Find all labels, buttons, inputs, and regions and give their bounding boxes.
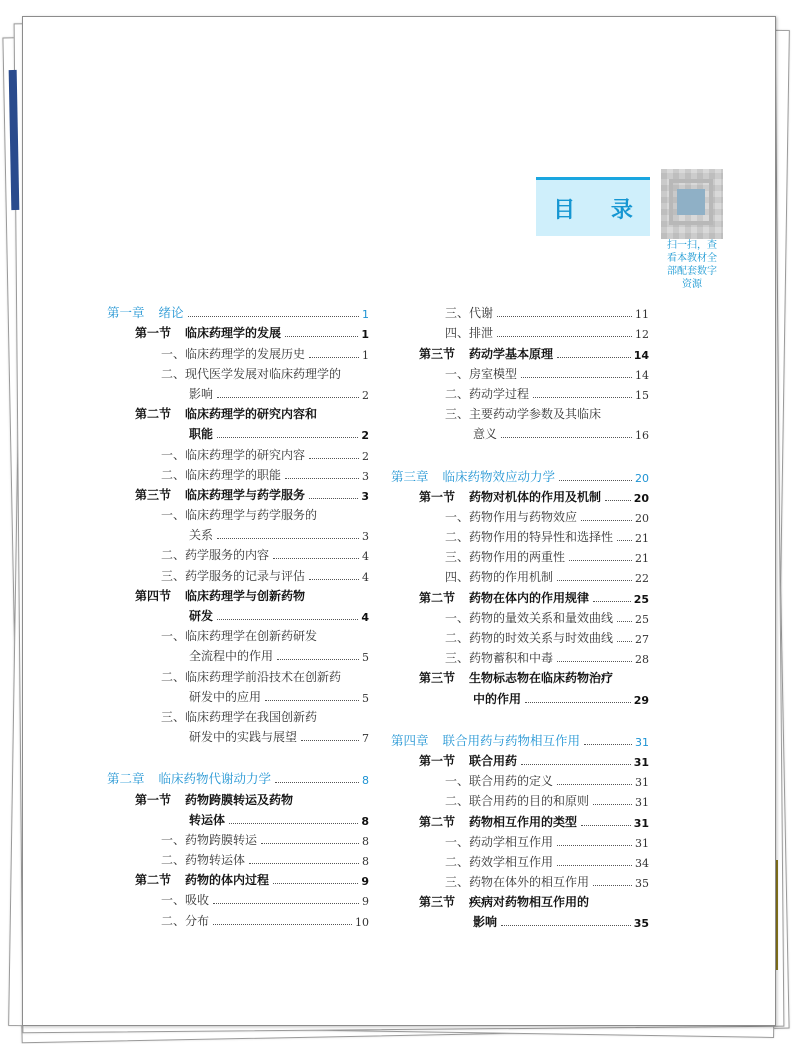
leader-dots [275, 782, 359, 783]
toc-label: 第二节 [419, 814, 456, 829]
toc-page [22, 16, 776, 1026]
toc-subsection[interactable] [107, 888, 369, 908]
leader-dots [265, 700, 359, 701]
toc-title-box [536, 177, 650, 236]
toc-subsection[interactable] [391, 301, 649, 321]
leader-dots [501, 925, 631, 926]
toc-chapter[interactable] [391, 729, 649, 749]
toc-text: 三、药物在体外的相互作用 [445, 875, 590, 890]
toc-text: 四、排泄 [445, 326, 494, 341]
toc-label: 第一节 [135, 326, 172, 341]
toc-text: 三、药学服务的记录与评估 [161, 568, 306, 583]
toc-text: 二、联合用药的目的和原则 [445, 794, 590, 809]
toc-label: 第三节 [419, 671, 456, 686]
toc-text: 二、临床药理学的职能 [161, 467, 282, 482]
page-number: 2 [362, 449, 369, 463]
toc-label: 第一节 [419, 489, 456, 504]
leader-dots [617, 621, 632, 622]
toc-section[interactable] [391, 809, 649, 829]
toc-section[interactable] [391, 585, 649, 605]
toc-text: 临床药理学与药学服务 [185, 487, 306, 502]
toc-text: 二、药物转运体 [161, 853, 246, 868]
toc-text: 三、药物作用的两重性 [445, 550, 566, 565]
page-number: 31 [635, 836, 649, 850]
toc-text: 联合用药与药物相互作用 [442, 732, 581, 748]
toc-text: 三、药物蓄积和中毒 [445, 651, 554, 666]
toc-text: 药物在体内的作用规律 [469, 590, 590, 605]
toc-section[interactable] [107, 483, 369, 503]
toc-subsection[interactable] [107, 463, 369, 483]
leader-dots [301, 740, 359, 741]
toc-subsection[interactable] [107, 362, 369, 382]
toc-label: 第三章 [391, 468, 429, 484]
toc-subsection[interactable] [391, 626, 649, 646]
toc-subsection[interactable] [107, 503, 369, 523]
toc-subsection[interactable] [107, 908, 369, 928]
page-number: 11 [635, 308, 649, 322]
page-number: 3 [362, 469, 369, 483]
leader-dots [521, 764, 631, 765]
toc-subsection[interactable] [391, 646, 649, 666]
toc-text: 一、药物作用与药物效应 [445, 509, 578, 524]
toc-text: 一、联合用药的定义 [445, 774, 554, 789]
page-number: 21 [635, 552, 649, 566]
leader-dots [557, 661, 632, 662]
page-number: 34 [635, 856, 649, 870]
toc-section[interactable] [391, 890, 649, 910]
toc-text: 影响 [189, 386, 214, 401]
toc-text: 疾病对药物相互作用的 [469, 895, 590, 910]
leader-dots [533, 397, 632, 398]
toc-text: 三、临床药理学在我国创新药 [161, 709, 318, 724]
leader-dots [285, 478, 359, 479]
toc-section-continuation[interactable] [391, 686, 649, 706]
leader-dots [584, 744, 632, 745]
toc-text: 关系 [189, 528, 214, 543]
page-number: 1 [362, 348, 369, 362]
page-number: 28 [635, 653, 649, 667]
toc-text: 一、药动学相互作用 [445, 834, 554, 849]
leader-dots [525, 702, 631, 703]
toc-subsection[interactable] [391, 525, 649, 545]
leader-dots [217, 538, 359, 539]
leader-dots [557, 784, 632, 785]
toc-label: 第一章 [107, 305, 145, 321]
page-number: 12 [635, 328, 649, 342]
toc-label: 第一节 [419, 753, 456, 768]
page-number: 14 [633, 348, 649, 362]
leader-dots [217, 397, 359, 398]
toc-text: 临床药理学的研究内容和 [185, 407, 318, 422]
toc-subsection[interactable] [107, 848, 369, 868]
toc-left-column [107, 301, 369, 929]
toc-section[interactable] [107, 402, 369, 422]
toc-subsection-continuation[interactable] [107, 382, 369, 402]
toc-subsection[interactable] [391, 565, 649, 585]
page-number: 1 [362, 308, 369, 322]
toc-spacer [107, 745, 369, 767]
page-number: 2 [361, 429, 369, 443]
leader-dots [249, 863, 359, 864]
leader-dots [273, 558, 359, 559]
toc-text: 一、药物的量效关系和量效曲线 [445, 610, 614, 625]
leader-dots [217, 619, 358, 620]
page-number: 8 [361, 814, 369, 828]
toc-text: 药物相互作用的类型 [469, 814, 578, 829]
toc-label: 第三节 [419, 895, 456, 910]
page-number: 31 [635, 776, 649, 790]
toc-text: 转运体 [189, 812, 226, 827]
leader-dots [521, 377, 632, 378]
toc-text: 中的作用 [473, 691, 522, 706]
page-number: 3 [361, 489, 369, 503]
leader-dots [497, 336, 632, 337]
toc-subsection[interactable] [107, 828, 369, 848]
toc-subsection[interactable] [107, 705, 369, 725]
page-number: 20 [635, 511, 649, 525]
toc-text: 药物对机体的作用及机制 [469, 489, 602, 504]
toc-text: 影响 [473, 915, 498, 930]
toc-text: 研发 [189, 609, 214, 623]
toc-text: 药物的体内过程 [185, 873, 270, 888]
page-number: 9 [361, 875, 369, 889]
leader-dots [569, 560, 632, 561]
toc-text: 一、药物跨膜转运 [161, 832, 258, 847]
page-number: 22 [635, 572, 649, 586]
toc-text: 三、主要药动学参数及其临床 [445, 407, 602, 422]
toc-subsection[interactable] [391, 505, 649, 525]
toc-section[interactable] [391, 749, 649, 769]
page-number: 27 [635, 633, 649, 646]
leader-dots [309, 357, 359, 358]
toc-text: 研发中的实践与展望 [189, 730, 298, 745]
toc-subsection[interactable] [391, 545, 649, 565]
page-number: 4 [361, 611, 369, 624]
leader-dots [217, 437, 358, 438]
toc-text: 药物跨膜转运及药物 [185, 792, 294, 807]
leader-dots [605, 500, 631, 501]
page-number: 15 [635, 388, 649, 402]
page-number: 9 [362, 895, 369, 909]
page-number: 31 [635, 735, 649, 749]
leader-dots [593, 804, 632, 805]
page-number: 25 [635, 612, 649, 626]
toc-section[interactable] [391, 666, 649, 686]
page-number: 16 [635, 429, 649, 443]
toc-label: 第三节 [419, 346, 456, 361]
toc-subsection[interactable] [107, 624, 369, 644]
page-number: 14 [635, 368, 649, 382]
page-number: 31 [633, 816, 649, 830]
page-number: 20 [633, 491, 649, 505]
toc-section-continuation[interactable] [107, 422, 369, 442]
page-number: 35 [635, 877, 649, 891]
toc-text: 药动学基本原理 [469, 346, 554, 361]
toc-subsection[interactable] [107, 664, 369, 684]
page-number: 35 [633, 917, 649, 931]
toc-chapter[interactable] [107, 767, 369, 787]
toc-text: 四、药物的作用机制 [445, 570, 554, 585]
toc-section[interactable] [107, 584, 369, 604]
qr-caption: 扫一扫，查 看本教材全 部配套数字 资源 [667, 240, 717, 290]
leader-dots [501, 437, 632, 438]
toc-label: 第二章 [107, 771, 145, 787]
toc-subsection[interactable] [107, 563, 369, 583]
page-number: 25 [633, 592, 649, 606]
toc-text: 一、吸收 [161, 893, 210, 908]
toc-section[interactable] [391, 341, 649, 361]
leader-dots [309, 498, 358, 499]
leader-dots [277, 659, 359, 660]
toc-label: 第二节 [135, 873, 172, 888]
toc-text: 一、临床药理学的研究内容 [161, 447, 306, 462]
qr-code-icon[interactable] [661, 169, 723, 239]
toc-subsection[interactable] [107, 442, 369, 462]
toc-subsection[interactable] [391, 830, 649, 850]
page-number: 31 [633, 755, 649, 769]
page-number: 8 [362, 834, 369, 848]
leader-dots [309, 579, 359, 580]
leader-dots [273, 883, 358, 884]
page-number: 4 [362, 550, 369, 564]
page-number: 4 [362, 570, 369, 584]
toc-text: 一、临床药理学的发展历史 [161, 346, 306, 361]
toc-subsection-continuation[interactable] [107, 685, 369, 705]
toc-text: 三、代谢 [445, 306, 494, 321]
toc-right-column [391, 301, 649, 930]
leader-dots [557, 357, 631, 358]
toc-text: 临床药物效应动力学 [442, 468, 556, 484]
toc-text: 二、药动学过程 [445, 386, 530, 401]
leader-dots [557, 580, 632, 581]
toc-label: 第四节 [135, 588, 172, 603]
leader-dots [188, 316, 359, 317]
toc-label: 第二节 [419, 590, 456, 605]
toc-subsection[interactable] [391, 769, 649, 789]
page-number: 29 [633, 693, 649, 707]
toc-text: 临床药物代谢动力学 [158, 771, 272, 787]
page-number: 8 [362, 855, 369, 869]
page-number: 1 [361, 328, 369, 342]
page-number: 21 [635, 532, 649, 546]
leader-dots [261, 843, 359, 844]
leader-dots [557, 845, 632, 846]
toc-spacer [391, 442, 649, 464]
leader-dots [581, 825, 631, 826]
toc-text: 二、药物作用的特异性和选择性 [445, 530, 614, 545]
toc-text: 二、药学服务的内容 [161, 548, 270, 563]
toc-text: 研发中的应用 [189, 689, 262, 704]
leader-dots [213, 903, 359, 904]
toc-text: 二、药效学相互作用 [445, 854, 554, 869]
toc-chapter[interactable] [107, 301, 369, 321]
leader-dots [497, 316, 632, 317]
page-number: 31 [635, 796, 649, 810]
toc-label: 第三节 [135, 487, 172, 502]
page-number: 2 [362, 388, 369, 402]
toc-subsection[interactable] [391, 382, 649, 402]
toc-text: 生物标志物在临床药物治疗 [469, 671, 614, 686]
toc-label: 第二节 [135, 407, 172, 422]
toc-text: 联合用药 [469, 753, 518, 768]
toc-text: 二、临床药理学前沿技术在创新药 [161, 669, 342, 684]
leader-dots [617, 641, 632, 642]
toc-subsection[interactable] [391, 362, 649, 382]
toc-chapter[interactable] [391, 464, 649, 484]
leader-dots [593, 601, 631, 602]
toc-section[interactable] [107, 868, 369, 888]
toc-subsection[interactable] [391, 606, 649, 626]
toc-text: 绪论 [158, 305, 184, 321]
toc-text: 职能 [189, 427, 214, 442]
toc-section-continuation[interactable] [391, 910, 649, 930]
leader-dots [309, 458, 359, 459]
leader-dots [557, 865, 632, 866]
toc-text: 意义 [473, 427, 498, 442]
toc-section-continuation[interactable] [107, 808, 369, 828]
toc-subsection-continuation[interactable] [107, 725, 369, 745]
toc-section[interactable] [107, 787, 369, 807]
toc-subsection[interactable] [391, 402, 649, 422]
page-number: 5 [362, 691, 369, 705]
page-number: 7 [362, 732, 369, 746]
toc-text: 临床药理学的发展 [185, 326, 282, 341]
toc-section-continuation[interactable] [107, 604, 369, 624]
toc-subsection[interactable] [391, 850, 649, 870]
page-number: 5 [362, 651, 369, 665]
toc-subsection-continuation[interactable] [107, 644, 369, 664]
toc-text: 临床药理学与创新药物 [185, 588, 306, 603]
page-number: 8 [362, 774, 369, 788]
toc-section[interactable] [107, 321, 369, 341]
toc-subsection[interactable] [107, 341, 369, 361]
page-number: 3 [362, 530, 369, 544]
leader-dots [593, 885, 632, 886]
toc-subsection[interactable] [107, 543, 369, 563]
toc-spacer [391, 707, 649, 729]
toc-section[interactable] [391, 485, 649, 505]
toc-label: 第一节 [135, 792, 172, 807]
page-number: 10 [355, 915, 369, 929]
toc-subsection[interactable] [391, 870, 649, 890]
toc-text: 一、临床药理学在创新药研发 [161, 629, 318, 644]
leader-dots [213, 924, 352, 925]
page-number: 20 [635, 471, 649, 485]
toc-subsection-continuation[interactable] [107, 523, 369, 543]
toc-text: 二、现代医学发展对临床药理学的 [161, 366, 342, 381]
toc-text: 二、分布 [161, 913, 210, 928]
toc-label: 第四章 [391, 732, 429, 748]
toc-subsection[interactable] [391, 321, 649, 341]
toc-text: 一、房室模型 [445, 366, 518, 381]
leader-dots [285, 336, 358, 337]
toc-text: 全流程中的作用 [189, 649, 274, 664]
leader-dots [617, 540, 632, 541]
leader-dots [581, 520, 632, 521]
toc-text: 二、药物的时效关系与时效曲线 [445, 631, 614, 645]
toc-subsection-continuation[interactable] [391, 422, 649, 442]
toc-text: 一、临床药理学与药学服务的 [161, 508, 318, 523]
leader-dots [559, 480, 632, 481]
leader-dots [229, 823, 358, 824]
toc-subsection[interactable] [391, 789, 649, 809]
toc-title: 目 录 [553, 197, 647, 223]
